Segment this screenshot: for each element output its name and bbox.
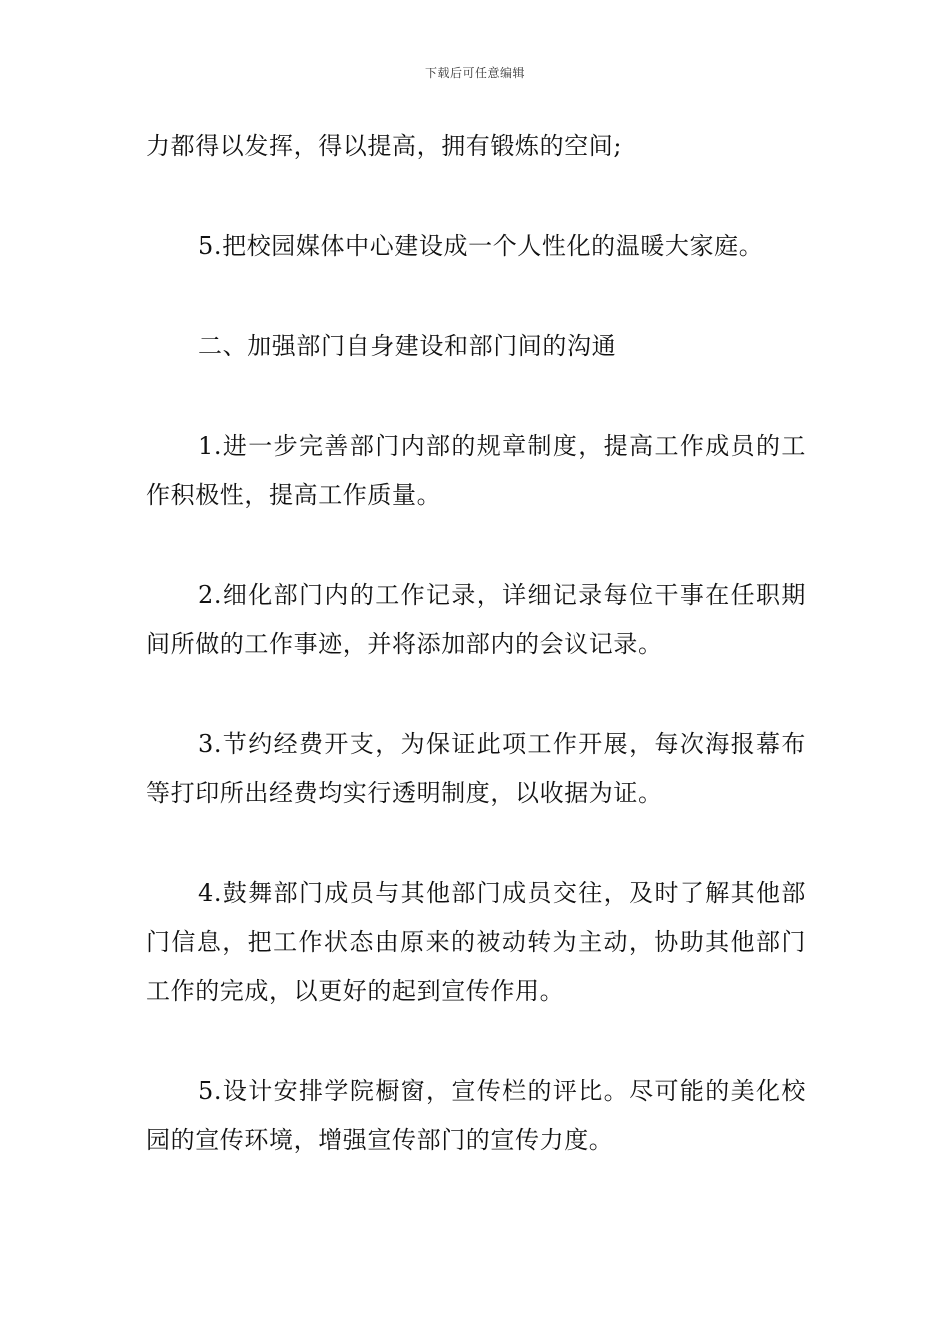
paragraph-item-1: 1.进一步完善部门内部的规章制度，提高工作成员的工作积极性，提高工作质量。 (146, 432, 806, 509)
paragraph-gap (146, 818, 806, 869)
paragraph-gap (146, 371, 806, 422)
paragraph-item-5-goal: 5.把校园媒体中心建设成一个人性化的温暖大家庭。 (198, 232, 764, 260)
document-body (146, 122, 806, 1165)
paragraph-gap (146, 171, 806, 222)
paragraph-gap (146, 1016, 806, 1067)
section-heading-2: 二、加强部门自身建设和部门间的沟通 (198, 332, 617, 360)
paragraph-item-4: 4.鼓舞部门成员与其他部门成员交往，及时了解其他部门信息，把工作状态由原来的被动转为主动，协助其他部门工作的完成，以更好的起到宣传作用。 (146, 879, 806, 1005)
paragraph-item-5: 5.设计安排学院橱窗，宣传栏的评比。尽可能的美化校园的宣传环境，增强宣传部门的宣传力度。 (146, 1077, 806, 1154)
paragraph-gap (146, 669, 806, 720)
page-header: 下载后可任意编辑 (424, 66, 525, 80)
paragraph-gap (146, 520, 806, 571)
paragraph-item-2: 2.细化部门内的工作记录，详细记录每位干事在任职期间所做的工作事迹，并将添加部内的会议记录。 (146, 581, 806, 658)
paragraph-continuation: 力都得以发挥，得以提高，拥有锻炼的空间; (146, 132, 623, 160)
paragraph-item-3: 3.节约经费开支，为保证此项工作开展，每次海报幕布等打印所出经费均实行透明制度，以收据为证。 (146, 730, 806, 807)
paragraph-gap (146, 271, 806, 322)
